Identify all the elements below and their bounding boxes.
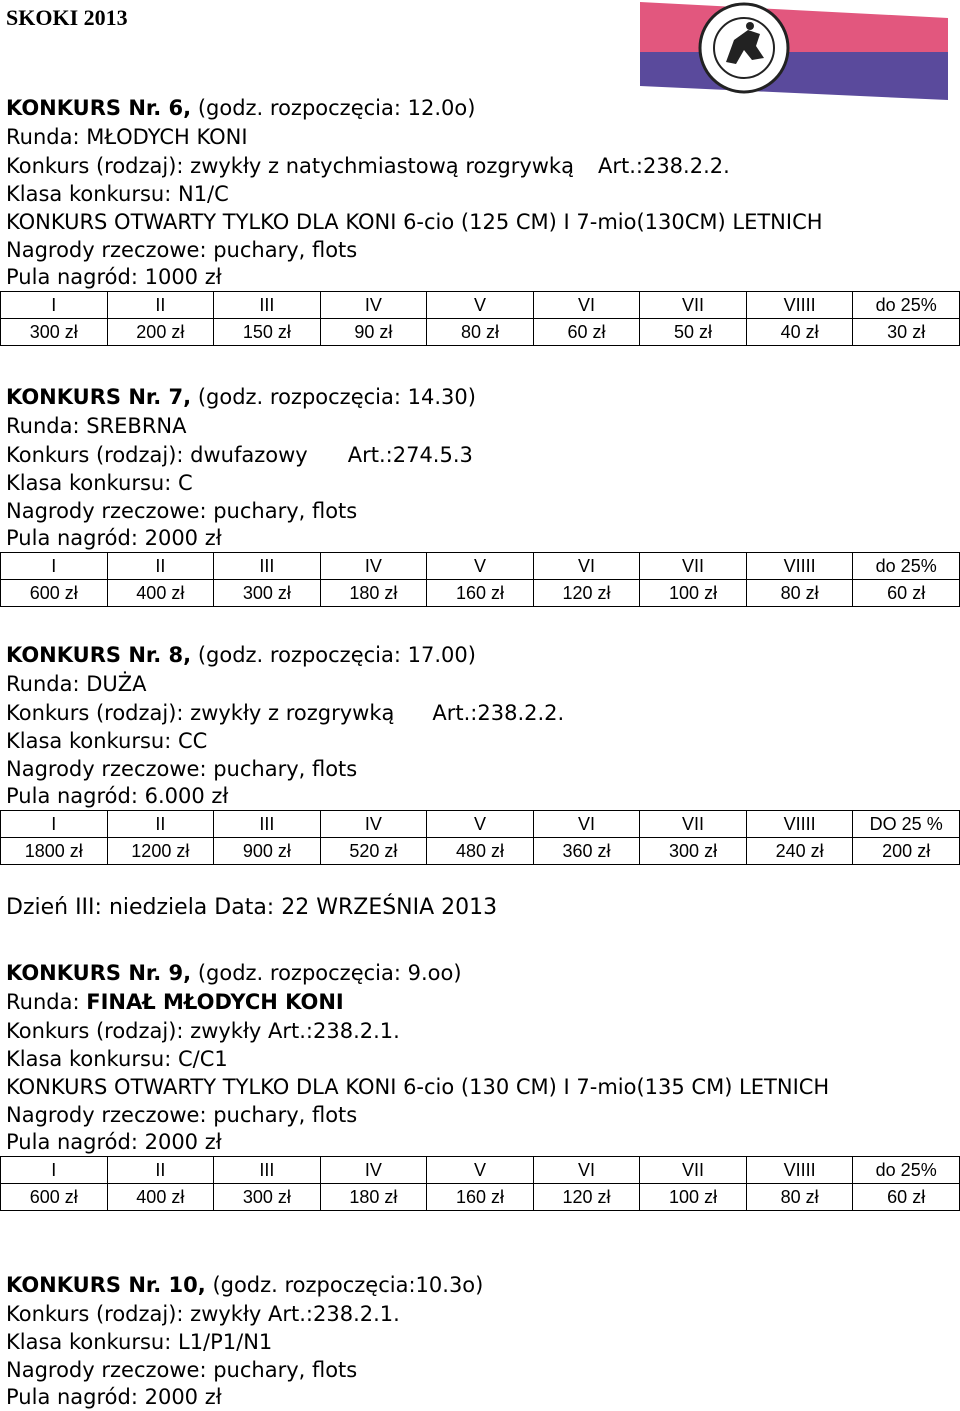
- place-cell: I: [1, 1157, 108, 1184]
- place-cell: I: [1, 292, 108, 319]
- place-cell: III: [214, 811, 321, 838]
- konkurs6-rodzaj-line: [6, 152, 730, 180]
- amount-cell: 90 zł: [320, 319, 427, 346]
- konkurs6-amounts-row: [1, 319, 960, 346]
- place-cell: VI: [533, 1157, 640, 1184]
- amount-cell: 480 zł: [427, 838, 534, 865]
- amount-cell: 160 zł: [427, 1184, 534, 1211]
- konkurs9-amounts-row: [1, 1184, 960, 1211]
- amount-cell: 1800 zł: [1, 838, 108, 865]
- amount-cell: 240 zł: [746, 838, 853, 865]
- konkurs10-pula: Pula nagród: 2000 zł: [6, 1385, 222, 1409]
- place-cell: VI: [533, 811, 640, 838]
- konkurs10-rodzaj: Konkurs (rodzaj): zwykły Art.:238.2.1.: [6, 1302, 400, 1326]
- place-cell: do 25%: [853, 553, 960, 580]
- konkurs10-title: KONKURS Nr. 10,: [6, 1273, 206, 1297]
- amount-cell: 60 zł: [853, 1184, 960, 1211]
- konkurs6-places-row: [1, 292, 960, 319]
- konkurs6-heading: [6, 94, 475, 122]
- konkurs8-prize-table: [0, 810, 960, 865]
- amount-cell: 100 zł: [640, 580, 747, 607]
- place-cell: V: [427, 1157, 534, 1184]
- amount-cell: 600 zł: [1, 1184, 108, 1211]
- amount-cell: 360 zł: [533, 838, 640, 865]
- amount-cell: 50 zł: [640, 319, 747, 346]
- konkurs8-time: (godz. rozpoczęcia: 17.00): [197, 643, 476, 667]
- place-cell: DO 25 %: [853, 811, 960, 838]
- amount-cell: 300 zł: [214, 580, 321, 607]
- konkurs7-rodzaj: Konkurs (rodzaj): dwufazowy: [6, 443, 308, 467]
- konkurs6-klasa: Klasa konkursu: N1/C: [6, 182, 229, 206]
- konkurs6-rodzaj: Konkurs (rodzaj): zwykły z natychmiastową rozgrywką: [6, 154, 574, 178]
- konkurs7-time: (godz. rozpoczęcia: 14.30): [197, 385, 476, 409]
- konkurs7-heading: [6, 383, 476, 411]
- place-cell: VII: [640, 1157, 747, 1184]
- place-cell: VIIII: [746, 292, 853, 319]
- place-cell: IV: [320, 292, 427, 319]
- place-cell: IV: [320, 811, 427, 838]
- place-cell: II: [107, 1157, 214, 1184]
- konkurs7-prize-table: [0, 552, 960, 607]
- konkurs8-title: KONKURS Nr. 8,: [6, 643, 192, 667]
- konkurs9-klasa: Klasa konkursu: C/C1: [6, 1047, 228, 1071]
- place-cell: IV: [320, 553, 427, 580]
- place-cell: I: [1, 811, 108, 838]
- konkurs8-rodzaj: Konkurs (rodzaj): zwykły z rozgrywką: [6, 701, 395, 725]
- konkurs8-pula: Pula nagród: 6.000 zł: [6, 784, 229, 808]
- konkurs7-pula: Pula nagród: 2000 zł: [6, 526, 222, 550]
- konkurs9-places-row: [1, 1157, 960, 1184]
- konkurs7-art: Art.:274.5.3: [347, 443, 473, 467]
- amount-cell: 300 zł: [640, 838, 747, 865]
- konkurs9-runda-line: [6, 988, 344, 1016]
- place-cell: V: [427, 292, 534, 319]
- amount-cell: 30 zł: [853, 319, 960, 346]
- konkurs10-klasa: Klasa konkursu: L1/P1/N1: [6, 1330, 273, 1354]
- amount-cell: 80 zł: [746, 1184, 853, 1211]
- amount-cell: 300 zł: [1, 319, 108, 346]
- konkurs6-runda: Runda: MŁODYCH KONI: [6, 125, 248, 149]
- place-cell: IV: [320, 1157, 427, 1184]
- amount-cell: 180 zł: [320, 580, 427, 607]
- amount-cell: 80 zł: [746, 580, 853, 607]
- konkurs9-runda-label: Runda:: [6, 990, 87, 1014]
- konkurs8-nagrody: Nagrody rzeczowe: puchary, flots: [6, 757, 358, 781]
- place-cell: VII: [640, 553, 747, 580]
- amount-cell: 80 zł: [427, 319, 534, 346]
- konkurs8-runda: Runda: DUŻA: [6, 672, 147, 696]
- place-cell: VIIII: [746, 553, 853, 580]
- place-cell: VIIII: [746, 1157, 853, 1184]
- amount-cell: 1200 zł: [107, 838, 214, 865]
- place-cell: VIIII: [746, 811, 853, 838]
- konkurs6-time: (godz. rozpoczęcia: 12.0o): [197, 96, 476, 120]
- amount-cell: 300 zł: [214, 1184, 321, 1211]
- konkurs9-heading: [6, 959, 462, 987]
- konkurs8-amounts-row: [1, 838, 960, 865]
- amount-cell: 120 zł: [533, 1184, 640, 1211]
- konkurs9-nagrody: Nagrody rzeczowe: puchary, flots: [6, 1103, 358, 1127]
- amount-cell: 150 zł: [214, 319, 321, 346]
- konkurs8-art: Art.:238.2.2.: [432, 701, 565, 725]
- place-cell: do 25%: [853, 1157, 960, 1184]
- konkurs6-art: Art.:238.2.2.: [597, 154, 730, 178]
- konkurs8-heading: [6, 641, 476, 669]
- place-cell: VI: [533, 292, 640, 319]
- amount-cell: 160 zł: [427, 580, 534, 607]
- amount-cell: 40 zł: [746, 319, 853, 346]
- konkurs7-nagrody: Nagrody rzeczowe: puchary, flots: [6, 499, 358, 523]
- konkurs10-nagrody: Nagrody rzeczowe: puchary, flots: [6, 1358, 358, 1382]
- place-cell: II: [107, 811, 214, 838]
- amount-cell: 200 zł: [853, 838, 960, 865]
- place-cell: II: [107, 553, 214, 580]
- konkurs7-rodzaj-line: [6, 441, 473, 469]
- pzj-flag-logo-icon: [636, 0, 950, 104]
- konkurs6-nagrody: Nagrody rzeczowe: puchary, flots: [6, 238, 358, 262]
- place-cell: II: [107, 292, 214, 319]
- amount-cell: 200 zł: [107, 319, 214, 346]
- konkurs9-time: (godz. rozpoczęcia: 9.oo): [197, 961, 462, 985]
- konkurs9-runda-value: FINAŁ MŁODYCH KONI: [86, 990, 344, 1014]
- konkurs7-amounts-row: [1, 580, 960, 607]
- amount-cell: 120 zł: [533, 580, 640, 607]
- place-cell: do 25%: [853, 292, 960, 319]
- konkurs10-time: (godz. rozpoczęcia:10.3o): [212, 1273, 484, 1297]
- konkurs6-prize-table: [0, 291, 960, 346]
- place-cell: III: [214, 1157, 321, 1184]
- place-cell: VII: [640, 811, 747, 838]
- konkurs9-rodzaj: Konkurs (rodzaj): zwykły Art.:238.2.1.: [6, 1019, 400, 1043]
- konkurs10-heading: [6, 1271, 483, 1299]
- amount-cell: 400 zł: [107, 1184, 214, 1211]
- day-heading: Dzień III: niedziela Data: 22 WRZEŚNIA 2013: [6, 895, 498, 920]
- konkurs8-rodzaj-line: [6, 699, 564, 727]
- konkurs9-pula: Pula nagród: 2000 zł: [6, 1130, 222, 1154]
- place-cell: III: [214, 553, 321, 580]
- amount-cell: 180 zł: [320, 1184, 427, 1211]
- amount-cell: 400 zł: [107, 580, 214, 607]
- konkurs8-klasa: Klasa konkursu: CC: [6, 729, 208, 753]
- place-cell: III: [214, 292, 321, 319]
- konkurs8-places-row: [1, 811, 960, 838]
- konkurs7-title: KONKURS Nr. 7,: [6, 385, 192, 409]
- konkurs9-title: KONKURS Nr. 9,: [6, 961, 192, 985]
- amount-cell: 100 zł: [640, 1184, 747, 1211]
- konkurs7-klasa: Klasa konkursu: C: [6, 471, 193, 495]
- amount-cell: 600 zł: [1, 580, 108, 607]
- konkurs7-runda: Runda: SREBRNA: [6, 414, 187, 438]
- konkurs6-pula: Pula nagród: 1000 zł: [6, 265, 222, 289]
- page-header-title: SKOKI 2013: [6, 5, 128, 30]
- place-cell: VII: [640, 292, 747, 319]
- place-cell: VI: [533, 553, 640, 580]
- amount-cell: 900 zł: [214, 838, 321, 865]
- amount-cell: 60 zł: [853, 580, 960, 607]
- konkurs9-prize-table: [0, 1156, 960, 1211]
- konkurs6-title: KONKURS Nr. 6,: [6, 96, 192, 120]
- amount-cell: 520 zł: [320, 838, 427, 865]
- konkurs9-otwarty: KONKURS OTWARTY TYLKO DLA KONI 6-cio (130 CM) I 7-mio(135 CM) LETNICH: [6, 1075, 830, 1099]
- place-cell: V: [427, 811, 534, 838]
- place-cell: V: [427, 553, 534, 580]
- place-cell: I: [1, 553, 108, 580]
- konkurs6-otwarty: KONKURS OTWARTY TYLKO DLA KONI 6-cio (125 CM) I 7-mio(130CM) LETNICH: [6, 210, 823, 234]
- konkurs7-places-row: [1, 553, 960, 580]
- amount-cell: 60 zł: [533, 319, 640, 346]
